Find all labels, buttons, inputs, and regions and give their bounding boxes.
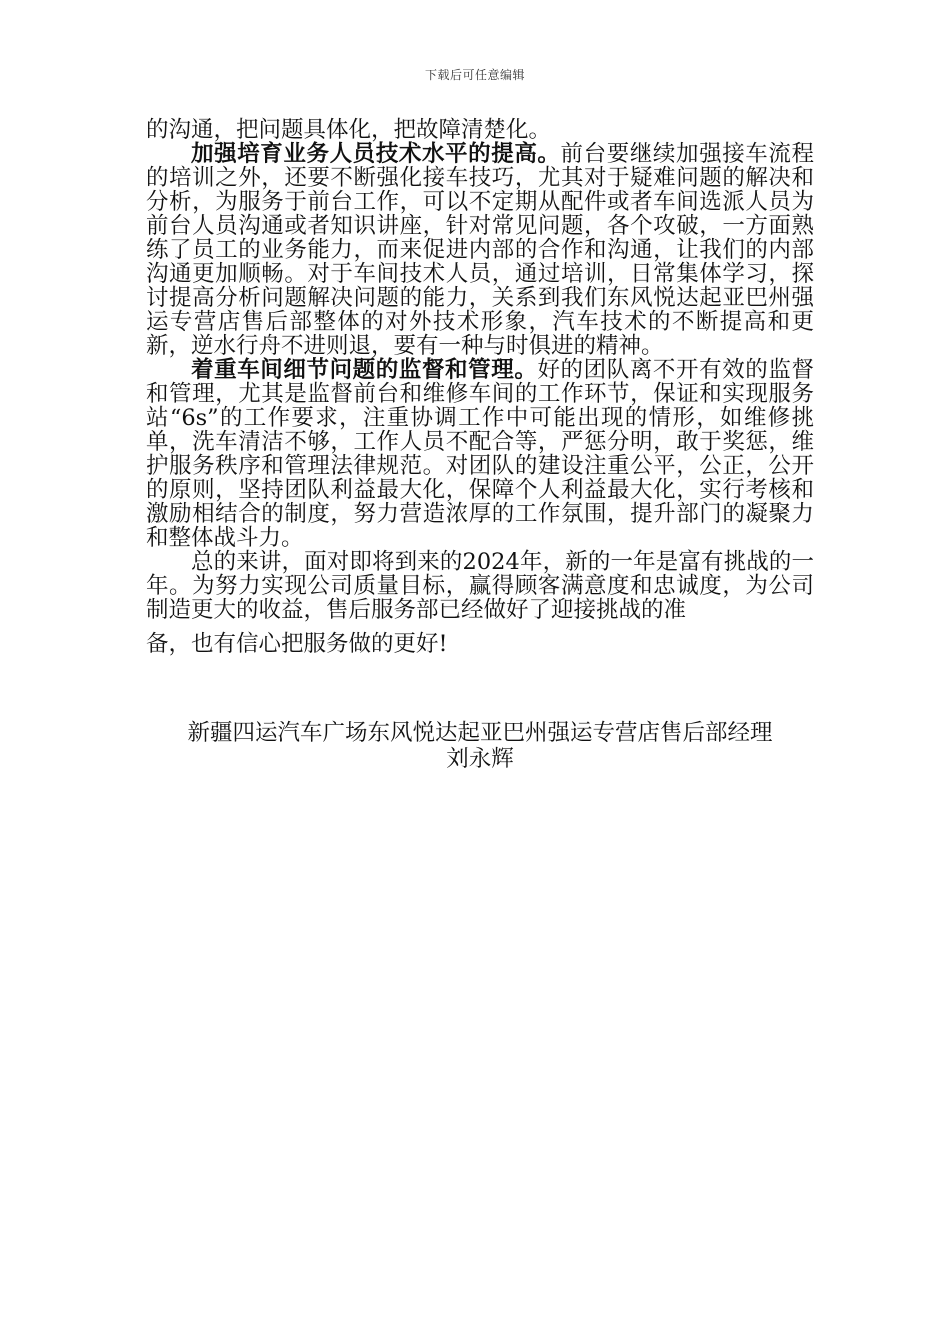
- paragraph-summary: 总的来讲，面对即将到来的2024年，新的一年是富有挑战的一年。为努力实现公司质量目标，赢得顾客满意度和忠诚度，为公司制造更大的收益，售后服务部已经做好了迎接挑战的准: [146, 549, 814, 623]
- header-note: 下载后可任意编辑: [424, 68, 525, 82]
- paragraph-supervision-heading: 着重车间细节问题的监督和管理。: [191, 357, 538, 383]
- signature-title: 新疆四运汽车广场东风悦达起亚巴州强运专营店售后部经理: [187, 720, 773, 746]
- paragraph-continuation: 的沟通，把问题具体化，把故障清楚化。: [146, 117, 552, 143]
- paragraph-training-body: 前台要继续加强接车流程的培训之外，还要不断强化接车技巧，尤其对于疑难问题的解决和分析，为服务于前台工作，可以不定期从配件或者车间选派人员为前台人员沟通或者知识讲座，针对常见问题，各个攻破，一方面熟练了员工的业务能力，而来促进内部的合作和沟通，让我们的内部沟通更加顺畅。对于车间技术人员，通过培训，日常集体学习，探讨提高分析问题解决问题的能力，关系到我们东风悦达起亚巴州强运专营店售后部整体的对外技术形象，汽车技术的不断提高和更新，逆水行舟不进则退，要有一种与时俱进的精神。: [146, 141, 814, 359]
- paragraph-supervision: [146, 358, 814, 550]
- paragraph-summary-end: 备，也有信心把服务做的更好!: [146, 631, 448, 657]
- paragraph-training: [146, 142, 814, 358]
- paragraph-supervision-body: 好的团队离不开有效的监督和管理，尤其是监督前台和维修车间的工作环节，保证和实现服务站“6s”的工作要求，注重协调工作中可能出现的情形，如维修挑单，洗车清洁不够，工作人员不配合等，严惩分明，敢于奖惩，维护服务秩序和管理法律规范。对团队的建设注重公平，公正，公开的原则，坚持团队利益最大化，保障个人利益最大化，实行考核和激励相结合的制度，努力营造浓厚的工作氛围，提升部门的凝聚力和整体战斗力。: [146, 357, 814, 551]
- signature-block: [146, 720, 814, 772]
- signature-name: 刘永辉: [446, 746, 514, 772]
- body-text: [146, 118, 814, 656]
- paragraph-training-heading: 加强培育业务人员技术水平的提高。: [191, 141, 561, 167]
